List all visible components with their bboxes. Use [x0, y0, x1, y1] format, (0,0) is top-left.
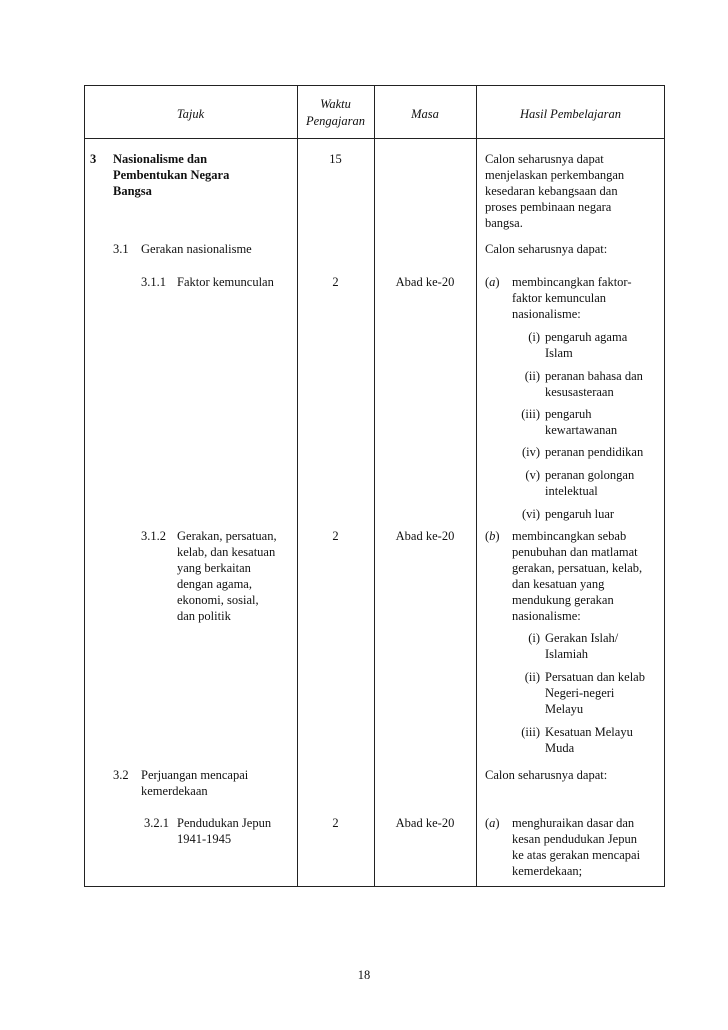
- subsection-title-line: kemerdekaan: [141, 784, 208, 798]
- topic-masa: Abad ke-20: [395, 275, 455, 289]
- item-line: peranan pendidikan: [545, 445, 644, 459]
- hasil-letter: (a): [485, 275, 500, 289]
- topic-title-line: Gerakan, persatuan,: [177, 529, 277, 543]
- header-hasil: Hasil Pembelajaran: [519, 107, 622, 121]
- topic-title-line: Pendudukan Jepun: [177, 816, 272, 830]
- topic-title-line: dengan agama,: [177, 577, 252, 591]
- item-line: pengaruh agama: [545, 330, 628, 344]
- topic-masa: Abad ke-20: [395, 529, 455, 543]
- hasil-line: nasionalisme:: [512, 609, 581, 623]
- hasil-line: membincangkan faktor-: [512, 275, 632, 289]
- item-line: Islam: [545, 346, 573, 360]
- hasil-line: kesan pendudukan Jepun: [512, 832, 637, 846]
- column-divider: [297, 85, 298, 887]
- item-line: peranan bahasa dan: [545, 369, 643, 383]
- item-number: (iii): [521, 725, 540, 739]
- hasil-line: kemerdekaan;: [512, 864, 583, 878]
- header-waktu-line1: Waktu: [320, 97, 351, 111]
- hasil-line: bangsa.: [485, 216, 523, 230]
- topic-title-line: dan politik: [177, 609, 231, 623]
- item-line: Kesatuan Melayu: [545, 725, 633, 739]
- header-tajuk: Tajuk: [176, 107, 205, 121]
- item-number: (iii): [521, 407, 540, 421]
- header-masa: Masa: [411, 107, 439, 121]
- subsection-title: Gerakan nasionalisme: [141, 242, 252, 256]
- item-line: kesusasteraan: [545, 385, 614, 399]
- hasil-line: nasionalisme:: [512, 307, 581, 321]
- item-line: pengaruh: [545, 407, 592, 421]
- hasil-line: Calon seharusnya dapat: [485, 152, 604, 166]
- item-line: Melayu: [545, 702, 584, 716]
- item-line: Negeri-negeri: [545, 686, 615, 700]
- section-number: 3: [90, 152, 97, 166]
- item-number: (i): [528, 330, 540, 344]
- hasil-line: penubuhan dan matlamat: [512, 545, 638, 559]
- hasil-line: Calon seharusnya dapat:: [485, 768, 608, 782]
- topic-number: 3.2.1: [144, 816, 169, 830]
- topic-masa: Abad ke-20: [395, 816, 455, 830]
- item-line: peranan golongan: [545, 468, 635, 482]
- subsection-number: 3.2: [113, 768, 129, 782]
- subsection-title-line: Perjuangan mencapai: [141, 768, 249, 782]
- section-title-line: Bangsa: [113, 184, 152, 198]
- hasil-line: gerakan, persatuan, kelab,: [512, 561, 643, 575]
- hasil-line: Calon seharusnya dapat:: [485, 242, 608, 256]
- hasil-line: kesedaran kebangsaan dan: [485, 184, 618, 198]
- hasil-line: menjelaskan perkembangan: [485, 168, 625, 182]
- hasil-line: faktor kemunculan: [512, 291, 607, 305]
- item-number: (iv): [521, 445, 540, 459]
- topic-waktu: 2: [332, 529, 339, 543]
- item-line: kewartawanan: [545, 423, 618, 437]
- subsection-number: 3.1: [113, 242, 129, 256]
- section-title-line: Pembentukan Negara: [113, 168, 230, 182]
- hasil-line: menghuraikan dasar dan: [512, 816, 635, 830]
- item-number: (ii): [524, 369, 540, 383]
- topic-number: 3.1.1: [141, 275, 166, 289]
- hasil-letter: (a): [485, 816, 500, 830]
- item-line: pengaruh luar: [545, 507, 615, 521]
- item-line: Persatuan dan kelab: [545, 670, 645, 684]
- item-line: Muda: [545, 741, 575, 755]
- topic-title-line: yang berkaitan: [177, 561, 251, 575]
- hasil-line: dan kesatuan yang: [512, 577, 605, 591]
- hasil-line: proses pembinaan negara: [485, 200, 612, 214]
- column-divider: [374, 85, 375, 887]
- header-waktu-line2: Pengajaran: [305, 114, 366, 128]
- section-title-line: Nasionalisme dan: [113, 152, 208, 166]
- topic-title-line: kelab, dan kesatuan: [177, 545, 276, 559]
- hasil-letter: (b): [485, 529, 500, 543]
- item-line: Islamiah: [545, 647, 589, 661]
- item-number: (ii): [524, 670, 540, 684]
- item-line: intelektual: [545, 484, 598, 498]
- topic-title: Faktor kemunculan: [177, 275, 274, 289]
- topic-number: 3.1.2: [141, 529, 166, 543]
- item-number: (i): [528, 631, 540, 645]
- section-waktu: 15: [329, 152, 342, 166]
- hasil-line: mendukung gerakan: [512, 593, 614, 607]
- page-number: 18: [357, 968, 371, 982]
- topic-title-line: 1941-1945: [177, 832, 232, 846]
- item-number: (v): [525, 468, 540, 482]
- hasil-line: ke atas gerakan mencapai: [512, 848, 641, 862]
- topic-waktu: 2: [332, 275, 339, 289]
- hasil-line: membincangkan sebab: [512, 529, 627, 543]
- item-number: (vi): [521, 507, 540, 521]
- topic-waktu: 2: [332, 816, 339, 830]
- item-line: Gerakan Islah/: [545, 631, 619, 645]
- topic-title-line: ekonomi, sosial,: [177, 593, 259, 607]
- column-divider: [476, 85, 477, 887]
